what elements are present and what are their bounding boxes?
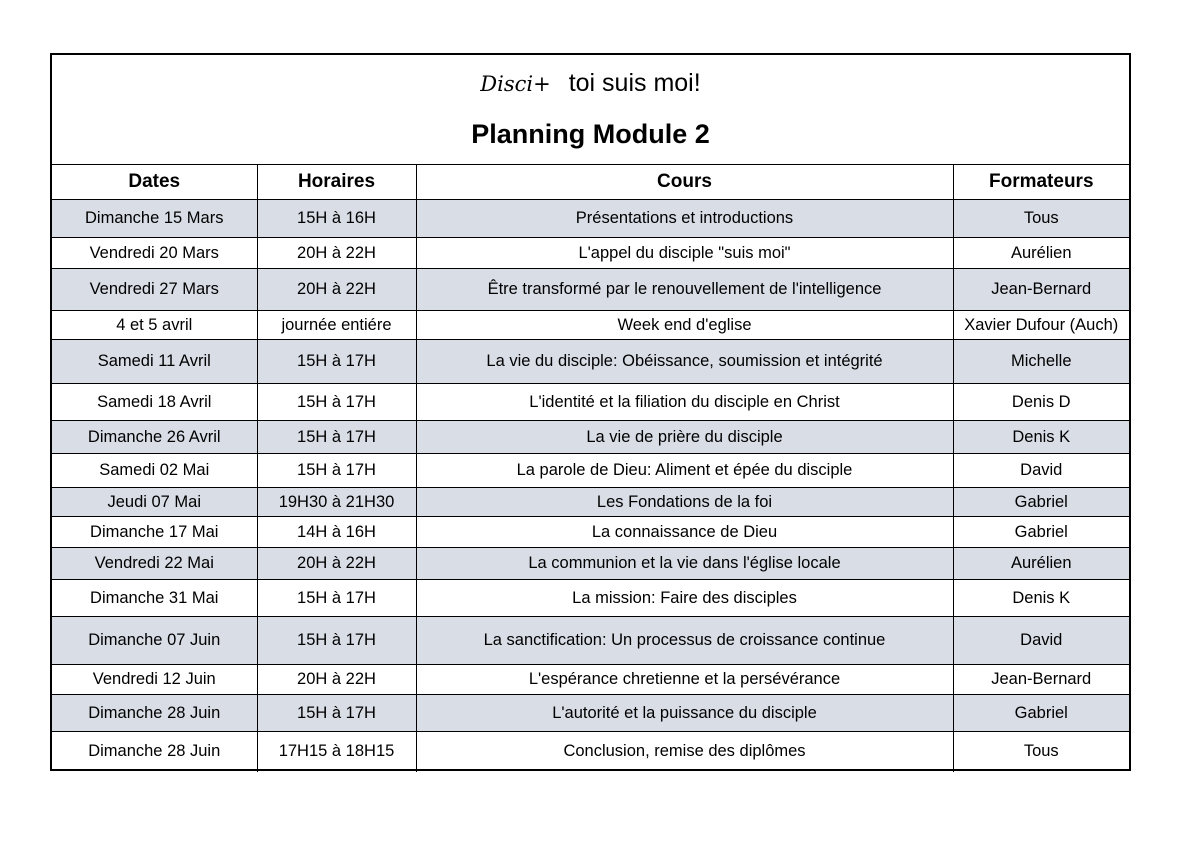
planning-document	[50, 53, 1131, 771]
date-cell: Vendredi 12 Juin	[52, 665, 257, 695]
trainer-cell: Jean-Bernard	[953, 269, 1129, 311]
time-cell: 15H à 17H	[257, 340, 416, 384]
trainer-cell: Xavier Dufour (Auch)	[953, 311, 1129, 340]
table-row	[52, 454, 1129, 488]
date-cell: Dimanche 28 Juin	[52, 695, 257, 732]
time-cell: 14H à 16H	[257, 517, 416, 548]
tagline-text: toi suis moi!	[568, 69, 701, 97]
trainer-cell: Gabriel	[953, 488, 1129, 517]
date-cell: Jeudi 07 Mai	[52, 488, 257, 517]
course-cell: La vie de prière du disciple	[416, 421, 953, 454]
trainer-cell: Denis K	[953, 421, 1129, 454]
table-row	[52, 384, 1129, 421]
course-cell: L'autorité et la puissance du disciple	[416, 695, 953, 732]
table-row	[52, 665, 1129, 695]
course-cell: La parole de Dieu: Aliment et épée du disciple	[416, 454, 953, 488]
table-row	[52, 311, 1129, 340]
trainer-cell: Gabriel	[953, 695, 1129, 732]
date-cell: Dimanche 31 Mai	[52, 580, 257, 617]
course-cell: La connaissance de Dieu	[416, 517, 953, 548]
date-cell: Dimanche 17 Mai	[52, 517, 257, 548]
time-cell: 20H à 22H	[257, 548, 416, 580]
course-cell: L'identité et la filiation du disciple en Christ	[416, 384, 953, 421]
course-cell: L'appel du disciple "suis moi"	[416, 238, 953, 269]
course-cell: La communion et la vie dans l'église locale	[416, 548, 953, 580]
course-cell: La vie du disciple: Obéissance, soumission et intégrité	[416, 340, 953, 384]
column-header-formateurs: Formateurs	[953, 164, 1129, 200]
trainer-cell: Jean-Bernard	[953, 665, 1129, 695]
trainer-cell: David	[953, 617, 1129, 665]
course-cell: La mission: Faire des disciples	[416, 580, 953, 617]
trainer-cell: Aurélien	[953, 238, 1129, 269]
table-row	[52, 548, 1129, 580]
column-header-horaires: Horaires	[257, 164, 416, 200]
date-cell: Dimanche 26 Avril	[52, 421, 257, 454]
time-cell: 15H à 17H	[257, 384, 416, 421]
trainer-cell: Tous	[953, 732, 1129, 772]
course-cell: Être transformé par le renouvellement de l'intelligence	[416, 269, 953, 311]
time-cell: 15H à 17H	[257, 454, 416, 488]
trainer-cell: David	[953, 454, 1129, 488]
time-cell: 20H à 22H	[257, 665, 416, 695]
date-cell: 4 et 5 avril	[52, 311, 257, 340]
date-cell: Dimanche 28 Juin	[52, 732, 257, 772]
table-row	[52, 617, 1129, 665]
trainer-cell: Denis K	[953, 580, 1129, 617]
table-row	[52, 732, 1129, 772]
time-cell: 15H à 17H	[257, 617, 416, 665]
trainer-cell: Aurélien	[953, 548, 1129, 580]
course-cell: Week end d'eglise	[416, 311, 953, 340]
table-row	[52, 269, 1129, 311]
time-cell: 15H à 17H	[257, 421, 416, 454]
course-cell: L'espérance chretienne et la persévérance	[416, 665, 953, 695]
course-cell: La sanctification: Un processus de croissance continue	[416, 617, 953, 665]
date-cell: Dimanche 07 Juin	[52, 617, 257, 665]
trainer-cell: Tous	[953, 200, 1129, 238]
time-cell: 15H à 16H	[257, 200, 416, 238]
time-cell: 15H à 17H	[257, 695, 416, 732]
date-cell: Vendredi 27 Mars	[52, 269, 257, 311]
table-row	[52, 238, 1129, 269]
column-header-cours: Cours	[416, 164, 953, 200]
date-cell: Vendredi 20 Mars	[52, 238, 257, 269]
page-title: Planning Module 2	[471, 119, 710, 149]
planning-table	[52, 164, 1129, 772]
trainer-cell: Michelle	[953, 340, 1129, 384]
table-row	[52, 488, 1129, 517]
table-row	[52, 421, 1129, 454]
header-row	[52, 164, 1129, 200]
table-row	[52, 695, 1129, 732]
time-cell: 17H15 à 18H15	[257, 732, 416, 772]
trainer-cell: Gabriel	[953, 517, 1129, 548]
table-row	[52, 340, 1129, 384]
trainer-cell: Denis D	[953, 384, 1129, 421]
date-cell: Samedi 11 Avril	[52, 340, 257, 384]
disci-logo: Disci+	[480, 72, 551, 96]
course-cell: Les Fondations de la foi	[416, 488, 953, 517]
column-header-dates: Dates	[52, 164, 257, 200]
time-cell: 15H à 17H	[257, 580, 416, 617]
date-cell: Samedi 02 Mai	[52, 454, 257, 488]
date-cell: Samedi 18 Avril	[52, 384, 257, 421]
table-row	[52, 580, 1129, 617]
time-cell: 19H30 à 21H30	[257, 488, 416, 517]
document-header	[52, 55, 1129, 165]
course-cell: Présentations et introductions	[416, 200, 953, 238]
table-row	[52, 200, 1129, 238]
date-cell: Dimanche 15 Mars	[52, 200, 257, 238]
course-cell: Conclusion, remise des diplômes	[416, 732, 953, 772]
date-cell: Vendredi 22 Mai	[52, 548, 257, 580]
time-cell: journée entiére	[257, 311, 416, 340]
table-row	[52, 517, 1129, 548]
time-cell: 20H à 22H	[257, 238, 416, 269]
time-cell: 20H à 22H	[257, 269, 416, 311]
tagline-line	[52, 69, 1129, 98]
